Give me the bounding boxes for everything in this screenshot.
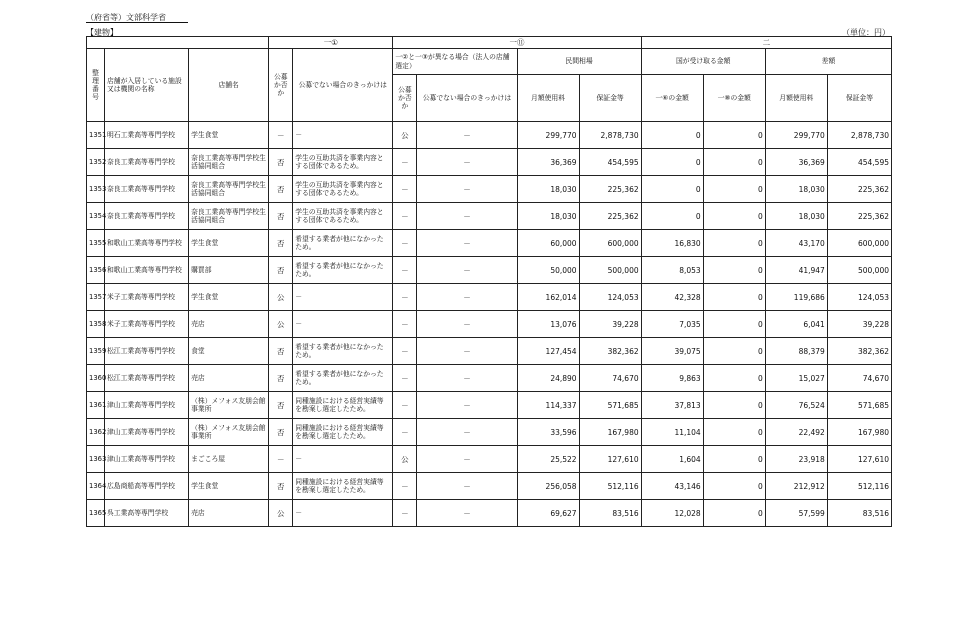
cell-monthly1: 299,770	[517, 122, 579, 149]
cell-open2: －	[393, 149, 417, 176]
cell-g8: 0	[703, 284, 765, 311]
cell-g6: 0	[641, 149, 703, 176]
cell-g8: 0	[703, 446, 765, 473]
cell-shop: 食堂	[189, 338, 269, 365]
cell-reason1: 希望する業者が他になかったため。	[293, 230, 393, 257]
cell-g8: 0	[703, 203, 765, 230]
cell-g8: 0	[703, 311, 765, 338]
cell-g8: 0	[703, 257, 765, 284]
cell-no: 1359	[87, 338, 105, 365]
cell-monthly1: 24,890	[517, 365, 579, 392]
col-g6-header: 一⑥の金額	[641, 75, 703, 122]
cell-reason1: －	[293, 284, 393, 311]
cell-open1: －	[269, 122, 293, 149]
cell-open2: 公	[393, 446, 417, 473]
cell-shop: 学生食堂	[189, 230, 269, 257]
cell-deposit2: 225,362	[827, 176, 891, 203]
cell-deposit1: 39,228	[579, 311, 641, 338]
cell-reason2: －	[417, 500, 517, 527]
cell-g6: 39,075	[641, 338, 703, 365]
cell-monthly1: 60,000	[517, 230, 579, 257]
cell-open2: －	[393, 392, 417, 419]
cell-reason2: －	[417, 365, 517, 392]
cell-open2: －	[393, 473, 417, 500]
cell-facility: 米子工業高等専門学校	[105, 284, 189, 311]
diff-header: 差額	[765, 49, 891, 75]
col-reason1-header: 公募でない場合のきっかけは	[293, 49, 393, 122]
cell-open2: －	[393, 203, 417, 230]
cell-g8: 0	[703, 338, 765, 365]
cell-facility: 呉工業高等専門学校	[105, 500, 189, 527]
cell-deposit1: 74,670	[579, 365, 641, 392]
cell-shop: （株）メフォス友朋会館事業所	[189, 392, 269, 419]
cell-shop: 学生食堂	[189, 473, 269, 500]
cell-g8: 0	[703, 473, 765, 500]
col-deposit1-header: 保証金等	[579, 75, 641, 122]
cell-open1: 否	[269, 203, 293, 230]
cell-deposit2: 74,670	[827, 365, 891, 392]
cell-deposit2: 225,362	[827, 203, 891, 230]
cell-reason1: 学生の互助共済を事業内容とする団体であるため。	[293, 149, 393, 176]
cell-deposit1: 2,878,730	[579, 122, 641, 149]
cell-open1: 否	[269, 149, 293, 176]
cell-facility: 奈良工業高等専門学校	[105, 149, 189, 176]
cell-monthly2: 15,027	[765, 365, 827, 392]
cell-reason1: －	[293, 311, 393, 338]
cell-open1: －	[269, 446, 293, 473]
cell-g8: 0	[703, 122, 765, 149]
cell-deposit1: 127,610	[579, 446, 641, 473]
col-monthly1-header: 月額使用料	[517, 75, 579, 122]
cell-deposit1: 512,116	[579, 473, 641, 500]
cell-no: 1365	[87, 500, 105, 527]
cell-deposit1: 382,362	[579, 338, 641, 365]
cell-reason2: －	[417, 176, 517, 203]
cell-facility: 奈良工業高等専門学校	[105, 203, 189, 230]
header-underline	[86, 22, 188, 23]
rental-table	[86, 36, 892, 527]
cell-monthly2: 299,770	[765, 122, 827, 149]
cell-no: 1354	[87, 203, 105, 230]
header-row-2	[87, 49, 892, 75]
cell-monthly1: 127,454	[517, 338, 579, 365]
cell-g8: 0	[703, 500, 765, 527]
cell-open2: 公	[393, 122, 417, 149]
cell-no: 1355	[87, 230, 105, 257]
cell-monthly2: 36,369	[765, 149, 827, 176]
cell-reason1: 学生の互助共済を事業内容とする団体であるため。	[293, 176, 393, 203]
cell-facility: 奈良工業高等専門学校	[105, 176, 189, 203]
cell-reason1: 同種施設における経営実績等を勘案し選定したため。	[293, 392, 393, 419]
cell-facility: 津山工業高等専門学校	[105, 446, 189, 473]
cell-deposit1: 83,516	[579, 500, 641, 527]
cell-reason1: 同種施設における経営実績等を勘案し選定したため。	[293, 473, 393, 500]
cell-no: 1357	[87, 284, 105, 311]
cell-g8: 0	[703, 149, 765, 176]
table-row	[87, 446, 892, 473]
table-row	[87, 473, 892, 500]
cell-reason1: 同種施設における経営実績等を勘案し選定したため。	[293, 419, 393, 446]
cell-facility: 津山工業高等専門学校	[105, 419, 189, 446]
cell-deposit2: 167,980	[827, 419, 891, 446]
cell-monthly1: 33,596	[517, 419, 579, 446]
table-row	[87, 176, 892, 203]
cell-monthly1: 18,030	[517, 176, 579, 203]
market-header: 民間相場	[517, 49, 641, 75]
cell-reason2: －	[417, 230, 517, 257]
cell-no: 1358	[87, 311, 105, 338]
cell-reason2: －	[417, 149, 517, 176]
cell-reason2: －	[417, 446, 517, 473]
cell-shop: 売店	[189, 365, 269, 392]
header-row-1	[87, 37, 892, 49]
cell-g6: 0	[641, 122, 703, 149]
cell-facility: 和歌山工業高等専門学校	[105, 230, 189, 257]
cell-reason2: －	[417, 284, 517, 311]
cell-monthly2: 119,686	[765, 284, 827, 311]
table-row	[87, 419, 892, 446]
cell-deposit2: 600,000	[827, 230, 891, 257]
cell-g8: 0	[703, 392, 765, 419]
cell-facility: 和歌山工業高等専門学校	[105, 257, 189, 284]
cell-open2: －	[393, 176, 417, 203]
cell-reason2: －	[417, 311, 517, 338]
cell-open1: 否	[269, 338, 293, 365]
cell-g8: 0	[703, 419, 765, 446]
cell-shop: 学生食堂	[189, 122, 269, 149]
unit-label: （単位：円）	[842, 28, 890, 37]
cell-monthly2: 6,041	[765, 311, 827, 338]
cell-monthly2: 76,524	[765, 392, 827, 419]
cell-reason1: 学生の互助共済を事業内容とする団体であるため。	[293, 203, 393, 230]
cell-open2: －	[393, 338, 417, 365]
col-no-header: 整理番号	[87, 49, 105, 122]
cell-deposit1: 167,980	[579, 419, 641, 446]
cell-open2: －	[393, 230, 417, 257]
cell-open1: 否	[269, 176, 293, 203]
cell-monthly2: 88,379	[765, 338, 827, 365]
col-g8-header: 一⑧の金額	[703, 75, 765, 122]
cell-monthly2: 41,947	[765, 257, 827, 284]
cell-open1: 否	[269, 419, 293, 446]
col-reason2-header: 公募でない場合のきっかけは	[417, 75, 517, 122]
cell-monthly1: 13,076	[517, 311, 579, 338]
cell-deposit1: 600,000	[579, 230, 641, 257]
cell-g8: 0	[703, 230, 765, 257]
cell-monthly1: 114,337	[517, 392, 579, 419]
cell-monthly2: 18,030	[765, 176, 827, 203]
cell-open1: 否	[269, 473, 293, 500]
col-deposit2-header: 保証金等	[827, 75, 891, 122]
cell-facility: 松江工業高等専門学校	[105, 338, 189, 365]
cell-deposit1: 454,595	[579, 149, 641, 176]
cell-deposit1: 500,000	[579, 257, 641, 284]
cell-monthly2: 43,170	[765, 230, 827, 257]
col-open2-header: 公募か否か	[393, 75, 417, 122]
cell-deposit2: 454,595	[827, 149, 891, 176]
cell-monthly1: 69,627	[517, 500, 579, 527]
cell-g8: 0	[703, 176, 765, 203]
cell-deposit2: 382,362	[827, 338, 891, 365]
cell-monthly1: 36,369	[517, 149, 579, 176]
cell-shop: （株）メフォス友朋会館事業所	[189, 419, 269, 446]
col-facility-header: 店舗が入居している施設又は機関の名称	[105, 49, 189, 122]
cell-open2: －	[393, 284, 417, 311]
cell-reason2: －	[417, 392, 517, 419]
cell-facility: 津山工業高等専門学校	[105, 392, 189, 419]
cell-monthly1: 25,522	[517, 446, 579, 473]
cell-open2: －	[393, 365, 417, 392]
cell-open1: 否	[269, 365, 293, 392]
table-row	[87, 500, 892, 527]
cell-monthly2: 18,030	[765, 203, 827, 230]
table-row	[87, 149, 892, 176]
cell-g8: 0	[703, 365, 765, 392]
cell-deposit2: 2,878,730	[827, 122, 891, 149]
cell-reason1: －	[293, 500, 393, 527]
cell-g6: 11,104	[641, 419, 703, 446]
cell-g6: 7,035	[641, 311, 703, 338]
cell-no: 1351	[87, 122, 105, 149]
cell-g6: 1,604	[641, 446, 703, 473]
table-row	[87, 392, 892, 419]
group-2-header: 二	[641, 37, 891, 49]
cell-reason2: －	[417, 419, 517, 446]
cell-facility: 明石工業高等専門学校	[105, 122, 189, 149]
cell-deposit2: 83,516	[827, 500, 891, 527]
cell-no: 1360	[87, 365, 105, 392]
cell-monthly1: 18,030	[517, 203, 579, 230]
cell-open1: 公	[269, 311, 293, 338]
cell-deposit2: 500,000	[827, 257, 891, 284]
cell-no: 1353	[87, 176, 105, 203]
table-row	[87, 338, 892, 365]
cell-deposit2: 512,116	[827, 473, 891, 500]
cell-reason1: 希望する業者が他になかったため。	[293, 365, 393, 392]
cell-g6: 0	[641, 203, 703, 230]
cell-deposit1: 225,362	[579, 176, 641, 203]
cell-deposit2: 124,053	[827, 284, 891, 311]
group-1-header: 一①	[269, 37, 393, 49]
cell-deposit2: 127,610	[827, 446, 891, 473]
cell-open1: 公	[269, 284, 293, 311]
cell-open1: 否	[269, 392, 293, 419]
cell-monthly2: 57,599	[765, 500, 827, 527]
col-open1-header: 公募か否か	[269, 49, 293, 122]
cell-shop: 売店	[189, 500, 269, 527]
group-11-header: 一⑪	[393, 37, 641, 49]
cell-deposit1: 225,362	[579, 203, 641, 230]
cell-reason2: －	[417, 338, 517, 365]
cell-g6: 12,028	[641, 500, 703, 527]
cell-shop: 購買部	[189, 257, 269, 284]
cell-deposit1: 571,685	[579, 392, 641, 419]
category-label: 【建物】	[86, 28, 118, 37]
cell-deposit2: 39,228	[827, 311, 891, 338]
cell-reason2: －	[417, 257, 517, 284]
cell-monthly1: 256,058	[517, 473, 579, 500]
cell-monthly1: 50,000	[517, 257, 579, 284]
col-shop-header: 店舗名	[189, 49, 269, 122]
cell-reason2: －	[417, 473, 517, 500]
cell-reason1: －	[293, 122, 393, 149]
cell-open2: －	[393, 257, 417, 284]
cell-reason2: －	[417, 122, 517, 149]
cell-reason1: －	[293, 446, 393, 473]
cell-facility: 広島商船高等専門学校	[105, 473, 189, 500]
cell-no: 1361	[87, 392, 105, 419]
table-row	[87, 284, 892, 311]
cell-no: 1364	[87, 473, 105, 500]
cell-open1: 否	[269, 257, 293, 284]
cell-reason1: 希望する業者が他になかったため。	[293, 257, 393, 284]
cell-g6: 43,146	[641, 473, 703, 500]
cell-facility: 米子工業高等専門学校	[105, 311, 189, 338]
cell-no: 1352	[87, 149, 105, 176]
cell-g6: 8,053	[641, 257, 703, 284]
cell-shop: 奈良工業高等専門学校生活協同組合	[189, 203, 269, 230]
table-row	[87, 203, 892, 230]
cell-shop: 奈良工業高等専門学校生活協同組合	[189, 176, 269, 203]
cell-g6: 0	[641, 176, 703, 203]
cell-no: 1356	[87, 257, 105, 284]
table-row	[87, 230, 892, 257]
cell-no: 1363	[87, 446, 105, 473]
cell-monthly2: 22,492	[765, 419, 827, 446]
cell-reason2: －	[417, 203, 517, 230]
cell-monthly2: 212,912	[765, 473, 827, 500]
cell-reason1: 希望する業者が他になかったため。	[293, 338, 393, 365]
diff-contractor-header: 一②と一③が異なる場合（法人の店舗選定）	[393, 49, 517, 75]
cell-no: 1362	[87, 419, 105, 446]
gov-receives-header: 国が受け取る金額	[641, 49, 765, 75]
cell-open2: －	[393, 419, 417, 446]
col-monthly2-header: 月額使用料	[765, 75, 827, 122]
cell-open2: －	[393, 500, 417, 527]
cell-g6: 9,863	[641, 365, 703, 392]
cell-monthly1: 162,014	[517, 284, 579, 311]
cell-open2: －	[393, 311, 417, 338]
cell-deposit1: 124,053	[579, 284, 641, 311]
cell-g6: 42,328	[641, 284, 703, 311]
cell-shop: まごころ屋	[189, 446, 269, 473]
cell-monthly2: 23,918	[765, 446, 827, 473]
cell-g6: 16,830	[641, 230, 703, 257]
cell-shop: 学生食堂	[189, 284, 269, 311]
cell-open1: 否	[269, 230, 293, 257]
table-body	[87, 122, 892, 527]
table-row	[87, 122, 892, 149]
cell-deposit2: 571,685	[827, 392, 891, 419]
table-row	[87, 257, 892, 284]
cell-shop: 売店	[189, 311, 269, 338]
cell-open1: 公	[269, 500, 293, 527]
table-row	[87, 365, 892, 392]
ministry-label: （府省等）文部科学省	[86, 13, 166, 22]
cell-shop: 奈良工業高等専門学校生活協同組合	[189, 149, 269, 176]
cell-facility: 松江工業高等専門学校	[105, 365, 189, 392]
cell-g6: 37,813	[641, 392, 703, 419]
table-row	[87, 311, 892, 338]
